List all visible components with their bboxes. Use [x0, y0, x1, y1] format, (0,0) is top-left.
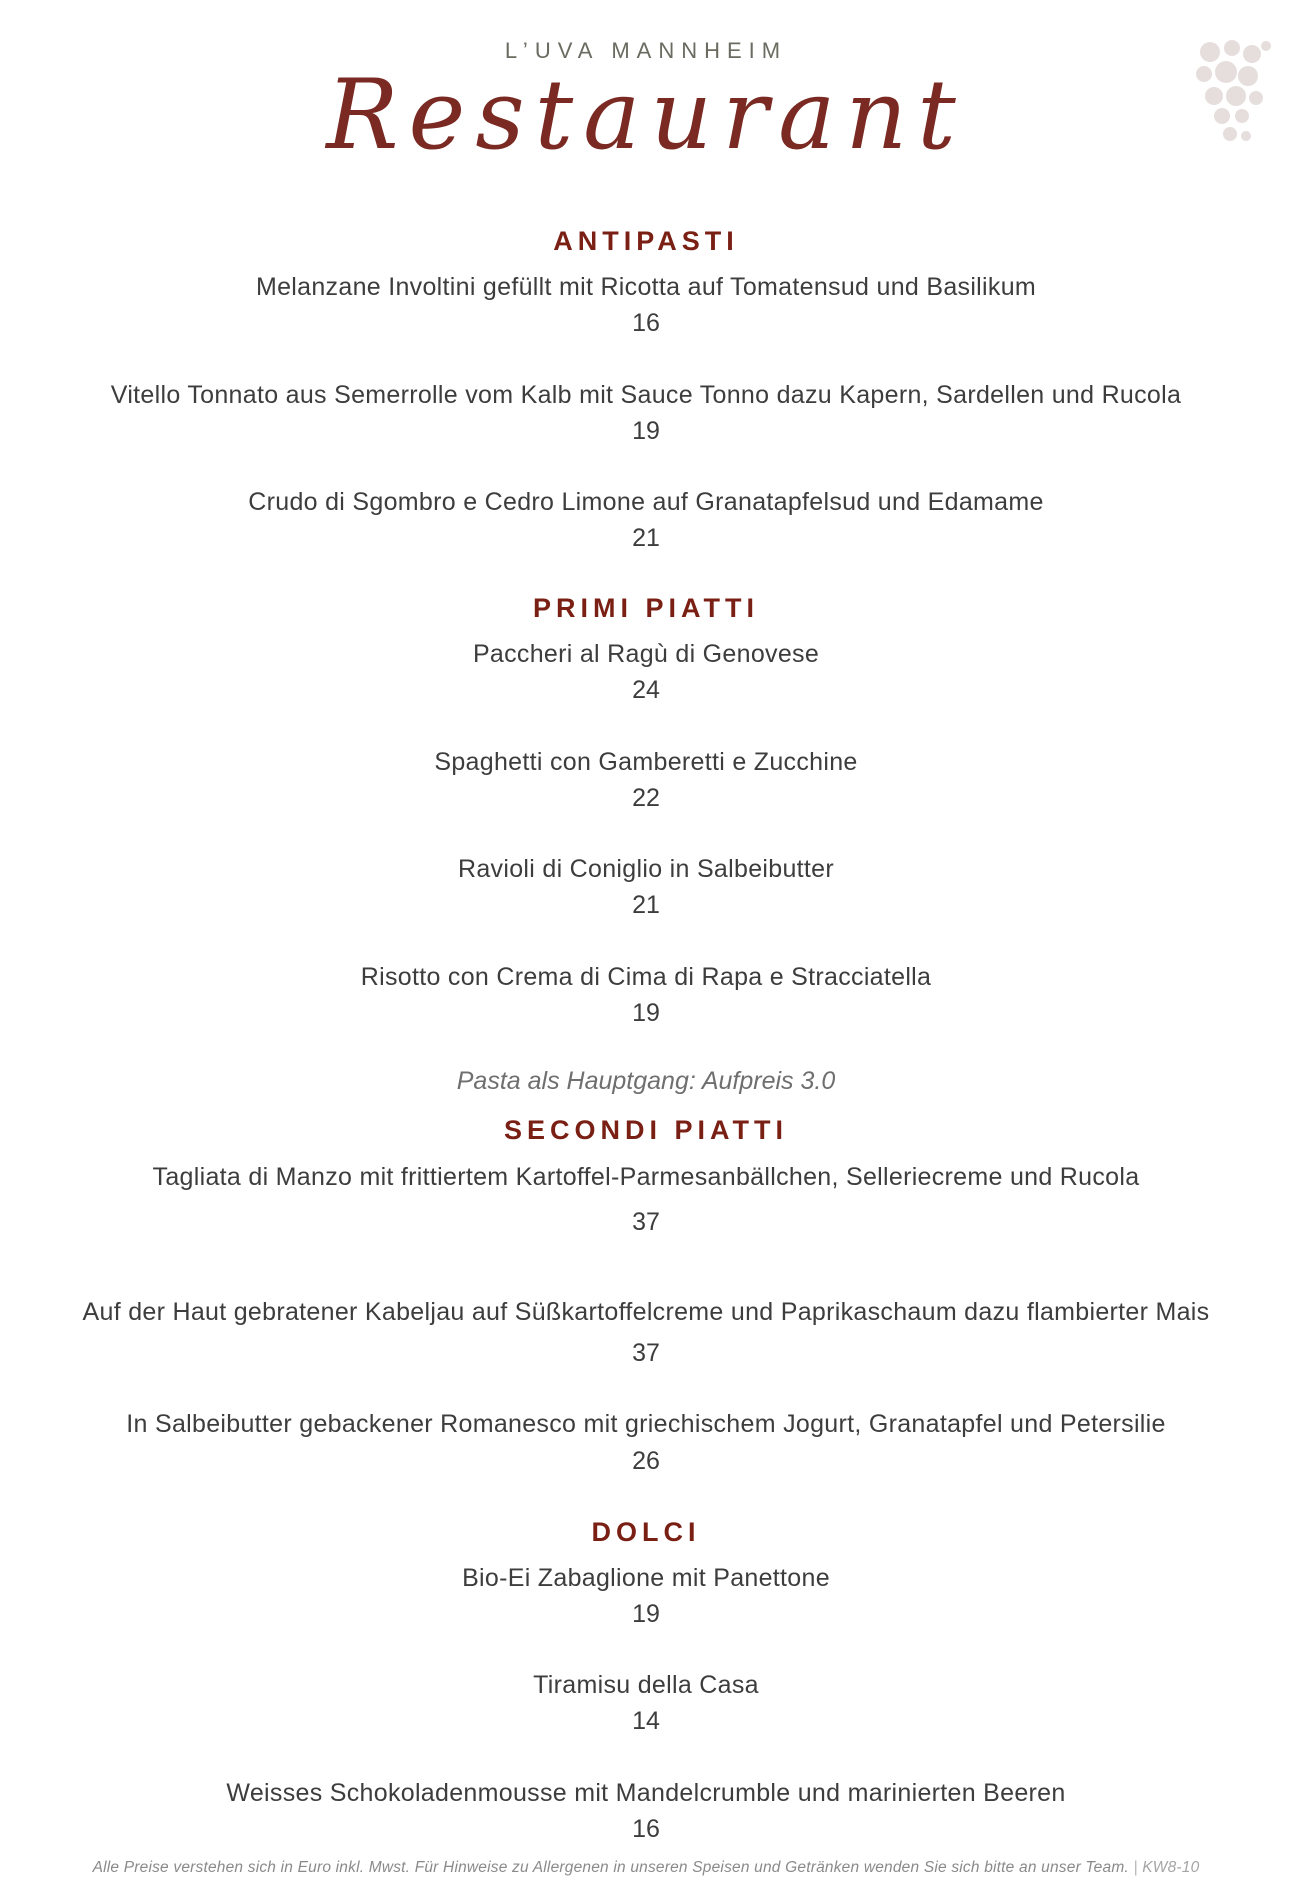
dish-name: In Salbeibutter gebackener Romanesco mit griechischem Jogurt, Granatapfel und Petersilie [126, 1410, 1166, 1438]
grapes-icon [1196, 40, 1276, 150]
dish-price: 16 [632, 1815, 660, 1843]
dish-name: Risotto con Crema di Cima di Rapa e Stracciatella [360, 963, 932, 991]
dish-price: 21 [632, 524, 660, 552]
dish-name: Weisses Schokoladenmousse mit Mandelcrumble und marinierten Beeren [226, 1779, 1066, 1807]
dish-name: Tiramisu della Casa [533, 1671, 759, 1699]
section-title-primi-piatti: PRIMI PIATTI [533, 593, 759, 623]
dish-price: 21 [632, 891, 660, 919]
dish-price: 19 [632, 1600, 660, 1628]
dish-price: 14 [632, 1707, 660, 1735]
dish-price: 16 [632, 309, 660, 337]
dish-name: Spaghetti con Gamberetti e Zucchine [434, 748, 858, 776]
dish-price: 37 [632, 1339, 660, 1367]
dish-name: Crudo di Sgombro e Cedro Limone auf Granatapfelsud und Edamame [248, 488, 1044, 516]
dish-name: Bio-Ei Zabaglione mit Panettone [462, 1564, 830, 1592]
dish-price: 19 [632, 417, 660, 445]
footer-separator: | [1133, 1859, 1138, 1876]
footer-code: KW8-10 [1142, 1859, 1200, 1876]
dish-name: Vitello Tonnato aus Semerrolle vom Kalb mit Sauce Tonno dazu Kapern, Sardellen und Rucola [110, 381, 1182, 409]
section-title-antipasti: ANTIPASTI [553, 226, 739, 256]
dish-price: 26 [632, 1447, 660, 1475]
dish-name: Ravioli di Coniglio in Salbeibutter [458, 855, 834, 883]
dish-name: Auf der Haut gebratener Kabeljau auf Süßkartoffelcreme und Paprikaschaum dazu flambierter Mais [82, 1298, 1210, 1326]
dish-price: 24 [632, 676, 660, 704]
dish-name: Melanzane Involtini gefüllt mit Ricotta auf Tomatensud und Basilikum [255, 273, 1037, 301]
pasta-note: Pasta als Hauptgang: Aufpreis 3.0 [456, 1067, 836, 1095]
page-title: Restaurant [326, 59, 966, 171]
dish-price: 19 [632, 999, 660, 1027]
dish-name: Paccheri al Ragù di Genovese [472, 640, 820, 668]
dish-price: 22 [632, 784, 660, 812]
footer-note [0, 1859, 1292, 1877]
dish-price: 37 [632, 1208, 660, 1236]
section-title-secondi-piatti: SECONDI PIATTI [503, 1115, 788, 1145]
section-title-dolci: DOLCI [591, 1517, 701, 1547]
dish-name: Tagliata di Manzo mit frittiertem Kartoffel-Parmesanbällchen, Selleriecreme und Rucola [152, 1163, 1140, 1191]
footer-text: Alle Preise verstehen sich in Euro inkl. Mwst. Für Hinweise zu Allergenen in unseren Speisen und Getränken wenden Sie sich bitte an unser Team. [92, 1859, 1129, 1876]
brand-name: L’UVA MANNHEIM [504, 38, 788, 63]
